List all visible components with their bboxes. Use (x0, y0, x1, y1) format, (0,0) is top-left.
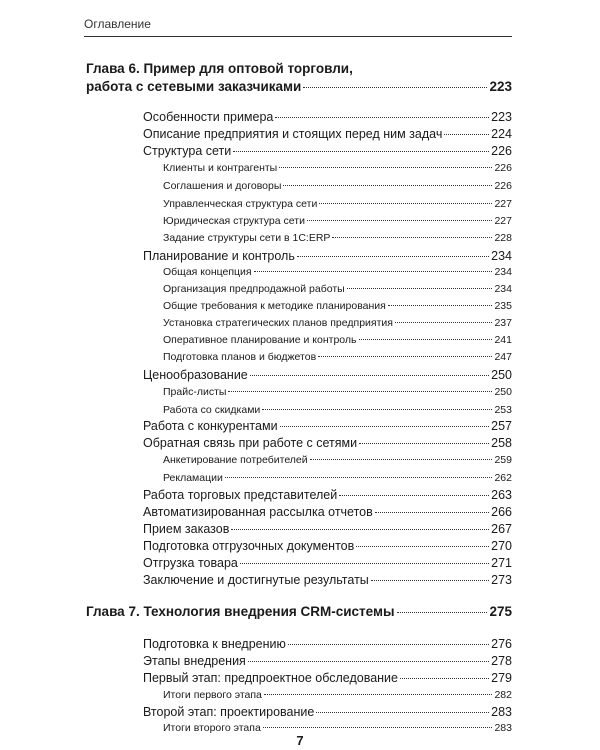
toc-subentry (163, 232, 512, 244)
toc-subentry-page: 234 (494, 266, 512, 278)
running-head: Оглавление (84, 17, 151, 31)
dot-leader (310, 459, 493, 460)
header-rule (84, 36, 512, 37)
toc-entry-page: 283 (491, 705, 512, 719)
toc-subentry-page: 241 (494, 334, 512, 346)
dot-leader (248, 661, 489, 662)
toc-entry (143, 419, 512, 433)
dot-leader (371, 580, 489, 581)
toc-entry-title: Планирование и контроль (143, 249, 295, 263)
toc-subentry-title: Клиенты и контрагенты (163, 162, 278, 174)
toc-subentry (163, 454, 512, 466)
dot-leader (279, 167, 492, 168)
dot-leader (359, 443, 489, 444)
dot-leader (307, 220, 493, 221)
toc-entry-page: 223 (491, 110, 512, 124)
toc-subentry-page: 282 (494, 689, 512, 701)
toc-subentry-page: 283 (494, 722, 512, 734)
toc-entry (143, 436, 512, 450)
toc-entry-page: 224 (491, 127, 512, 141)
dot-leader (283, 185, 492, 186)
dot-leader (388, 305, 493, 306)
toc-entry-page: 263 (491, 488, 512, 502)
toc-entry (143, 249, 512, 263)
toc-entry-title: Этапы внедрения (143, 654, 246, 668)
toc-entry-page: 273 (491, 573, 512, 587)
toc-subentry-page: 227 (494, 215, 512, 227)
dot-leader (264, 694, 493, 695)
toc-entry (143, 573, 512, 587)
toc-subentry-page: 234 (494, 283, 512, 295)
dot-leader (231, 529, 489, 530)
dot-leader (375, 512, 489, 513)
toc-subentry (163, 404, 512, 416)
toc-subentry-title: Рекламации (163, 472, 223, 484)
toc-subentry-title: Оперативное планирование и контроль (163, 334, 357, 346)
toc-subentry-page: 250 (494, 386, 512, 398)
toc-entry-title: Особенности примера (143, 110, 274, 124)
toc-entry-title: Структура сети (143, 144, 232, 158)
dot-leader (318, 356, 492, 357)
chapter-6-title-line1: Глава 6. Пример для оптовой торговли, (86, 61, 353, 76)
toc-entry-page: 276 (491, 637, 512, 651)
toc-entry (143, 110, 512, 124)
toc-entry-page: 267 (491, 522, 512, 536)
dot-leader (316, 712, 489, 713)
toc-subentry (163, 386, 512, 398)
dot-leader (262, 409, 492, 410)
dot-leader (254, 271, 493, 272)
toc-entry-title: Подготовка отгрузочных документов (143, 539, 355, 553)
toc-subentry-page: 226 (494, 162, 512, 174)
toc-entry-page: 226 (491, 144, 512, 158)
toc-entry-page: 271 (491, 556, 512, 570)
dot-leader (228, 391, 492, 392)
toc-entry-page: 258 (491, 436, 512, 450)
toc-subentry-title: Организация предпродажной работы (163, 283, 345, 295)
toc-subentry-page: 259 (494, 454, 512, 466)
dot-leader (303, 87, 487, 88)
toc-entry-page: 278 (491, 654, 512, 668)
toc-entry-title: Отгрузка товара (143, 556, 238, 570)
toc-subentry-title: Управленческая структура сети (163, 198, 318, 210)
toc-subentry-title: Юридическая структура сети (163, 215, 305, 227)
toc-subentry (163, 266, 512, 278)
toc-subentry-title: Общая концепция (163, 266, 252, 278)
chapter-6-entry (86, 79, 512, 94)
toc-subentry-page: 237 (494, 317, 512, 329)
toc-entry-title: Второй этап: проектирование (143, 705, 315, 719)
chapter-7-entry (86, 604, 512, 619)
chapter-7-page: 275 (489, 604, 512, 619)
dot-leader (347, 288, 493, 289)
toc-subentry (163, 334, 512, 346)
dot-leader (319, 203, 492, 204)
toc-subentry-page: 262 (494, 472, 512, 484)
toc-subentry-title: Общие требования к методике планирования (163, 300, 386, 312)
dot-leader (444, 134, 489, 135)
dot-leader (250, 375, 489, 376)
toc-subentry-page: 226 (494, 180, 512, 192)
toc-subentry (163, 283, 512, 295)
toc-subentry-title: Подготовка планов и бюджетов (163, 351, 317, 363)
toc-entry (143, 637, 512, 651)
toc-entry (143, 671, 512, 685)
toc-entry-page: 270 (491, 539, 512, 553)
toc-subentry-title: Анкетирование потребителей (163, 454, 308, 466)
chapter-6-title-line2: работа с сетевыми заказчиками (86, 79, 302, 94)
toc-entry-title: Прием заказов (143, 522, 230, 536)
dot-leader (263, 727, 493, 728)
toc-entry-title: Работа с конкурентами (143, 419, 278, 433)
toc-entry-page: 250 (491, 368, 512, 382)
toc-entry (143, 556, 512, 570)
toc-subentry-title: Работа со скидками (163, 404, 261, 416)
chapter-7-title: Глава 7. Технология внедрения CRM-системы (86, 604, 395, 619)
toc-entry (143, 488, 512, 502)
toc-entry (143, 144, 512, 158)
toc-subentry-page: 253 (494, 404, 512, 416)
toc-subentry-page: 235 (494, 300, 512, 312)
toc-subentry-page: 228 (494, 232, 512, 244)
toc-entry-title: Первый этап: предпроектное обследование (143, 671, 398, 685)
toc-entry (143, 654, 512, 668)
toc-entry (143, 705, 512, 719)
toc-entry (143, 127, 512, 141)
toc-subentry-title: Соглашения и договоры (163, 180, 282, 192)
toc-subentry (163, 198, 512, 210)
toc-subentry-title: Прайс-листы (163, 386, 227, 398)
toc-subentry-title: Итоги второго этапа (163, 722, 261, 734)
toc-entry-page: 257 (491, 419, 512, 433)
dot-leader (359, 339, 493, 340)
dot-leader (280, 426, 490, 427)
toc-subentry (163, 472, 512, 484)
toc-subentry-title: Итоги первого этапа (163, 689, 262, 701)
toc-entry-title: Заключение и достигнутые результаты (143, 573, 369, 587)
dot-leader (395, 322, 493, 323)
toc-subentry (163, 215, 512, 227)
toc-subentry-title: Установка стратегических планов предприятия (163, 317, 393, 329)
toc-subentry (163, 351, 512, 363)
chapter-6-page: 223 (489, 79, 512, 94)
toc-entry-title: Обратная связь при работе с сетями (143, 436, 358, 450)
dot-leader (233, 151, 489, 152)
dot-leader (275, 117, 489, 118)
toc-entry (143, 505, 512, 519)
toc-entry-title: Описание предприятия и стоящих перед ним задач (143, 127, 443, 141)
toc-entry-title: Автоматизированная рассылка отчетов (143, 505, 373, 519)
toc-entry-title: Работа торговых представителей (143, 488, 338, 502)
dot-leader (339, 495, 489, 496)
toc-subentry (163, 300, 512, 312)
toc-subentry (163, 689, 512, 701)
toc-entry (143, 539, 512, 553)
dot-leader (297, 256, 489, 257)
dot-leader (225, 477, 493, 478)
toc-subentry-title: Задание структуры сети в 1С:ERP (163, 232, 331, 244)
dot-leader (240, 563, 489, 564)
toc-entry (143, 522, 512, 536)
dot-leader (400, 678, 489, 679)
toc-entry-page: 234 (491, 249, 512, 263)
toc-entry-page: 266 (491, 505, 512, 519)
toc-subentry (163, 162, 512, 174)
toc-entry (143, 368, 512, 382)
dot-leader (356, 546, 489, 547)
toc-entry-page: 279 (491, 671, 512, 685)
toc-entry-title: Подготовка к внедрению (143, 637, 286, 651)
toc-subentry-page: 247 (494, 351, 512, 363)
dot-leader (288, 644, 489, 645)
toc-subentry-page: 227 (494, 198, 512, 210)
toc-entry-title: Ценообразование (143, 368, 248, 382)
dot-leader (397, 612, 488, 613)
toc-subentry (163, 317, 512, 329)
page-number: 7 (296, 733, 304, 748)
dot-leader (332, 237, 492, 238)
toc-subentry (163, 180, 512, 192)
